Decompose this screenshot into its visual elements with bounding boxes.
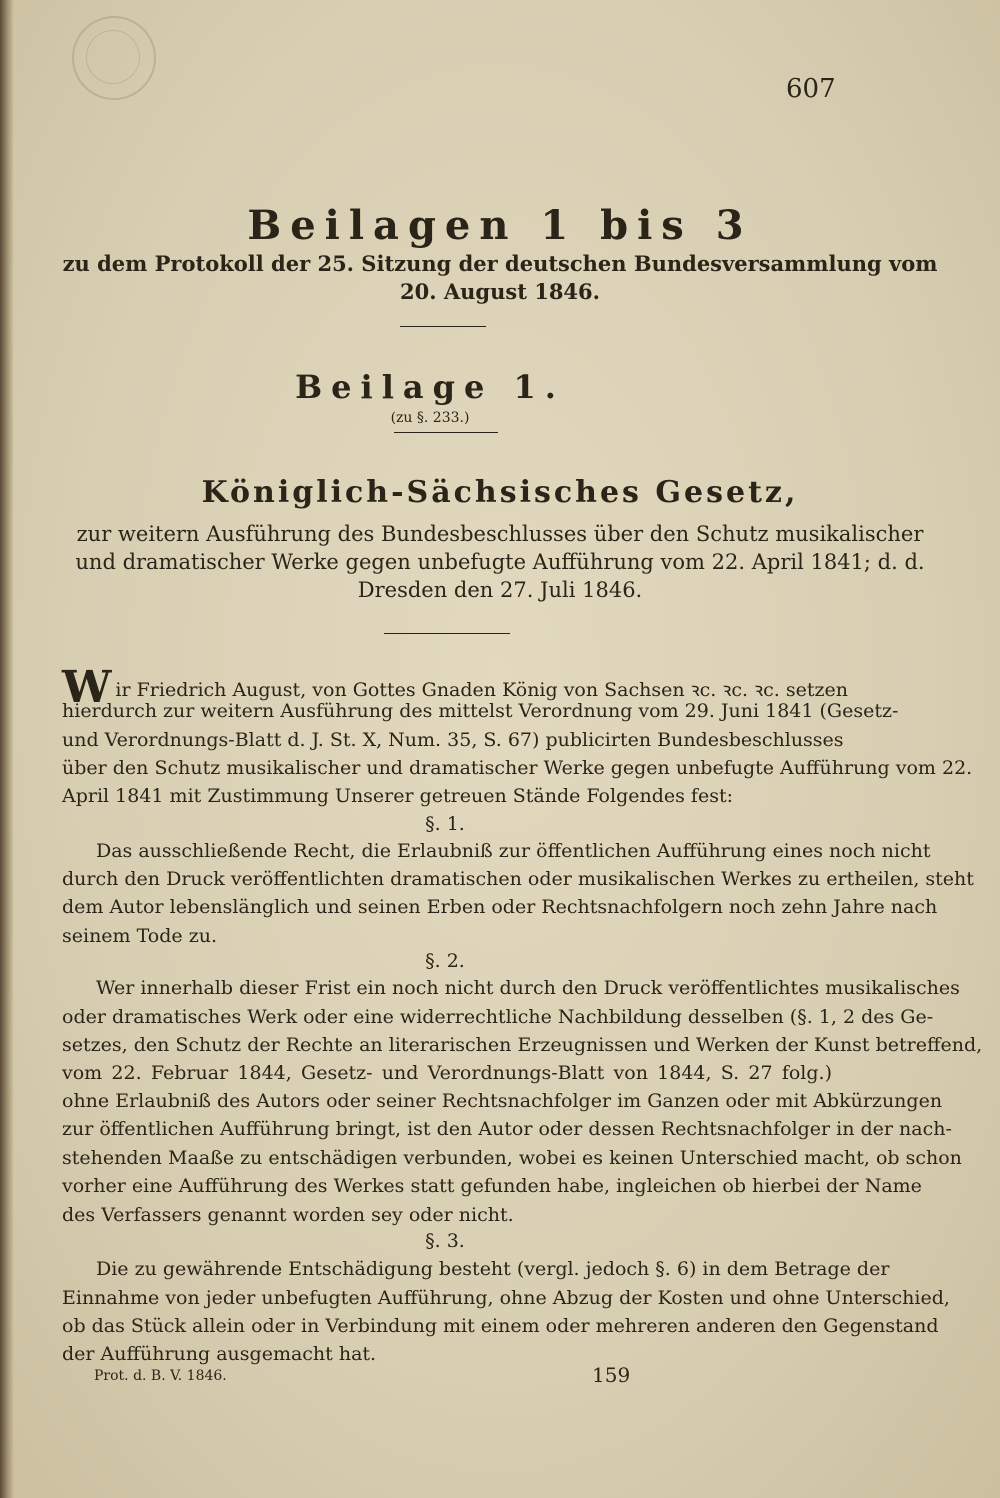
para3-line: der Aufführung ausgemacht hat. — [62, 1343, 377, 1365]
section-number: §. 3. — [425, 1230, 465, 1252]
para2-line: zur öffentlichen Aufführung bringt, ist den Autor oder dessen Rechtsnachfolger in der nach- — [62, 1118, 952, 1140]
para1-line: Das ausschließende Recht, die Erlaubniß zur öffentlichen Aufführung eines noch nicht — [96, 840, 931, 862]
para2-line: vorher eine Aufführung des Werkes statt gefunden habe, ingleichen ob hierbei der Name — [62, 1175, 922, 1197]
divider — [394, 432, 498, 433]
section-number: §. 2. — [425, 950, 465, 972]
para3-line: ob das Stück allein oder in Verbindung mit einem oder mehreren anderen den Gegenstand — [62, 1315, 939, 1337]
para3-line: Einnahme von jeder unbefugten Aufführung, ohne Abzug der Kosten und ohne Unterschied, — [62, 1287, 950, 1309]
beilage-reference: (zu §. 233.) — [390, 410, 470, 426]
divider — [384, 633, 510, 634]
intro-line: April 1841 mit Zustimmung Unserer getreuen Stände Folgendes fest: — [62, 785, 733, 807]
law-title: Königlich-Sächsisches Gesetz, — [201, 475, 799, 510]
para2-line: oder dramatisches Werk oder eine widerrechtliche Nachbildung desselben (§. 1, 2 des Ge- — [62, 1006, 934, 1028]
intro-line: hierdurch zur weitern Ausführung des mittelst Verordnung vom 29. Juni 1841 (Gesetz- — [62, 700, 899, 722]
para1-line: durch den Druck veröffentlichten dramatischen oder musikalischen Werkes zu ertheilen, steht — [62, 868, 974, 890]
library-stamp — [72, 16, 156, 100]
beilage-heading: Beilage 1. — [295, 368, 565, 406]
footer-signature: Prot. d. B. V. 1846. — [94, 1368, 227, 1384]
para2-line: setzes, den Schutz der Rechte an literarischen Erzeugnissen und Werken der Kunst betreffend, — [62, 1034, 983, 1056]
para1-line: dem Autor lebenslänglich und seinen Erben oder Rechtsnachfolgern noch zehn Jahre nach — [62, 896, 938, 918]
law-subtitle: zur weitern Ausführung des Bundesbeschlusses über den Schutz musikalischer und dramatischer Werke gegen unbefugte Aufführung vom 22. April 1841; d. d. Dresden den 27. Juli 1846. — [75, 522, 925, 602]
para2-line: ohne Erlaubniß des Autors oder seiner Rechtsnachfolger im Ganzen oder mit Abkürzungen — [62, 1090, 943, 1112]
para3-line: Die zu gewährende Entschädigung besteht (vergl. jedoch §. 6) in dem Betrage der — [96, 1258, 890, 1280]
para2-line: Wer innerhalb dieser Frist ein noch nicht durch den Druck veröffentlichtes musikalisches — [96, 977, 960, 999]
section-number: §. 1. — [425, 813, 465, 835]
divider — [400, 326, 486, 327]
initial-letter: W — [62, 662, 112, 713]
intro-line-text: ir Friedrich August, von Gottes Gnaden König von Sachsen ꝛc. ꝛc. ꝛc. setzen — [115, 679, 848, 701]
footer-sheet-number: 159 — [592, 1363, 631, 1387]
document-title: Beilagen 1 bis 3 — [247, 202, 753, 249]
para2-line: stehenden Maaße zu entschädigen verbunden, wobei es keinen Unterschied macht, ob schon — [62, 1147, 962, 1169]
document-subtitle: zu dem Protokoll der 25. Sitzung der deutschen Bundesversammlung vom 20. August 1846. — [62, 251, 938, 304]
page-number: 607 — [786, 74, 836, 104]
para1-line: seinem Tode zu. — [62, 925, 217, 947]
para2-line: des Verfassers genannt worden sey oder nicht. — [62, 1204, 514, 1226]
intro-line: über den Schutz musikalischer und dramatischer Werke gegen unbefugte Aufführung vom 22. — [62, 757, 973, 779]
para2-line: vom 22. Februar 1844, Gesetz- und Verordnungs-Blatt von 1844, S. 27 folg.) — [62, 1062, 832, 1084]
intro-line: und Verordnungs-Blatt d. J. St. X, Num. 35, S. 67) publicirten Bundesbeschlusses — [62, 729, 844, 751]
